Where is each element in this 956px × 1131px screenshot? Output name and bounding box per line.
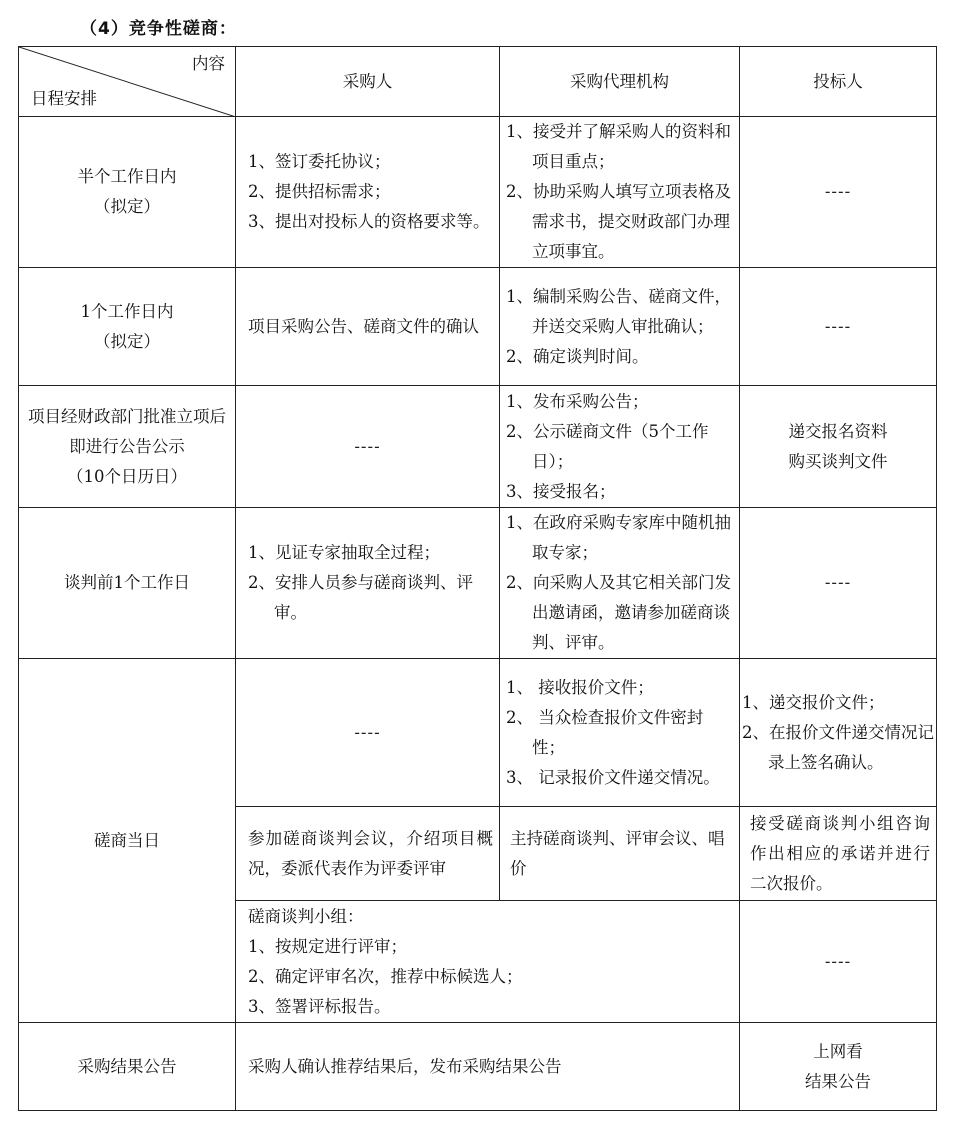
bidder-cell-empty: ---- <box>740 901 937 1023</box>
purchaser-cell <box>236 508 500 659</box>
purchaser-cell <box>236 117 500 268</box>
list-item: 2、公示磋商文件（5个工作日）； <box>506 421 709 471</box>
list-item: 1、接受并了解采购人的资料和项目重点； <box>506 122 731 171</box>
purchaser-cell-empty: ---- <box>236 659 500 807</box>
purchaser-cell-empty: ---- <box>236 386 500 508</box>
list-item: 1、发布采购公告； <box>506 391 649 411</box>
purchaser-cell: 项目采购公告、磋商文件的确认 <box>236 268 500 386</box>
list-item: 3、提出对投标人的资格要求等。 <box>248 212 490 231</box>
bidder-cell-empty: ---- <box>740 508 937 659</box>
schedule-table <box>18 46 937 1111</box>
list-item: 3、签署评标报告。 <box>248 996 391 1016</box>
header-schedule-label: 日程安排 <box>31 89 97 108</box>
bidder-cell-empty: ---- <box>740 117 937 268</box>
schedule-cell: 半个工作日内 （拟定） <box>19 117 236 268</box>
bidder-cell <box>740 659 937 807</box>
agency-cell <box>500 386 740 508</box>
schedule-cell: 磋商当日 <box>19 659 236 1023</box>
list-item: 1、 接收报价文件； <box>506 677 654 697</box>
purchaser-cell: 参加磋商谈判会议，介绍项目概况，委派代表作为评委评审 <box>236 807 500 901</box>
agency-cell: 主持磋商谈判、评审会议、唱价 <box>500 807 740 901</box>
bidder-cell: 上网看 结果公告 <box>740 1023 937 1111</box>
table-row <box>19 268 937 386</box>
bidder-cell: 递交报名资料 购买谈判文件 <box>740 386 937 508</box>
bidder-cell: 接受磋商谈判小组咨询作出相应的承诺并进行二次报价。 <box>740 807 937 901</box>
list-item: 2、安排人员参与磋商谈判、评审。 <box>248 573 473 622</box>
list-item: 2、确定谈判时间。 <box>506 346 649 366</box>
agency-cell <box>500 117 740 268</box>
list-item: 2、 当众检查报价文件密封性； <box>506 707 704 757</box>
panel-title: 磋商谈判小组： <box>248 906 364 926</box>
bidder-cell-empty: ---- <box>740 268 937 386</box>
list-item: 1、在政府采购专家库中随机抽取专家； <box>506 513 731 562</box>
header-bidder: 投标人 <box>740 47 937 117</box>
purchaser-cell: 采购人确认推荐结果后，发布采购结果公告 <box>236 1023 740 1111</box>
list-item: 3、接受报名； <box>506 481 616 501</box>
panel-cell <box>236 901 740 1023</box>
list-item: 1、递交报价文件； <box>742 692 885 712</box>
list-item: 1、见证专家抽取全过程； <box>248 543 440 562</box>
agency-cell <box>500 268 740 386</box>
header-agency: 采购代理机构 <box>500 47 740 117</box>
table-row <box>19 386 937 508</box>
list-item: 2、协助采购人填写立项表格及需求书，提交财政部门办理立项事宜。 <box>506 182 731 261</box>
list-item: 1、按规定进行评审； <box>248 936 407 956</box>
table-row <box>19 659 937 807</box>
section-heading: （4）竞争性磋商： <box>80 19 237 39</box>
schedule-cell: 项目经财政部门批准立项后即进行公告公示 （10个日历日） <box>19 386 236 508</box>
schedule-cell: 采购结果公告 <box>19 1023 236 1111</box>
list-item: 1、签订委托协议； <box>248 152 391 171</box>
schedule-cell: 谈判前1个工作日 <box>19 508 236 659</box>
table-row <box>19 117 937 268</box>
list-item: 1、编制采购公告、磋商文件，并送交采购人审批确认； <box>506 286 731 336</box>
list-item: 3、 记录报价文件递交情况。 <box>506 767 720 787</box>
list-item: 2、提供招标需求； <box>248 182 391 201</box>
header-purchaser: 采购人 <box>236 47 500 117</box>
list-item: 2、确定评审名次，推荐中标候选人； <box>248 966 523 986</box>
list-item: 2、向采购人及其它相关部门发出邀请函，邀请参加磋商谈判、评审。 <box>506 573 731 652</box>
table-header-row <box>19 47 937 117</box>
list-item: 2、在报价文件递交情况记录上签名确认。 <box>742 722 934 772</box>
schedule-cell: 1个工作日内 （拟定） <box>19 268 236 386</box>
table-row <box>19 508 937 659</box>
diagonal-header-cell <box>19 47 236 117</box>
agency-cell <box>500 508 740 659</box>
header-content-label: 内容 <box>192 54 225 73</box>
agency-cell <box>500 659 740 807</box>
table-row <box>19 1023 937 1111</box>
